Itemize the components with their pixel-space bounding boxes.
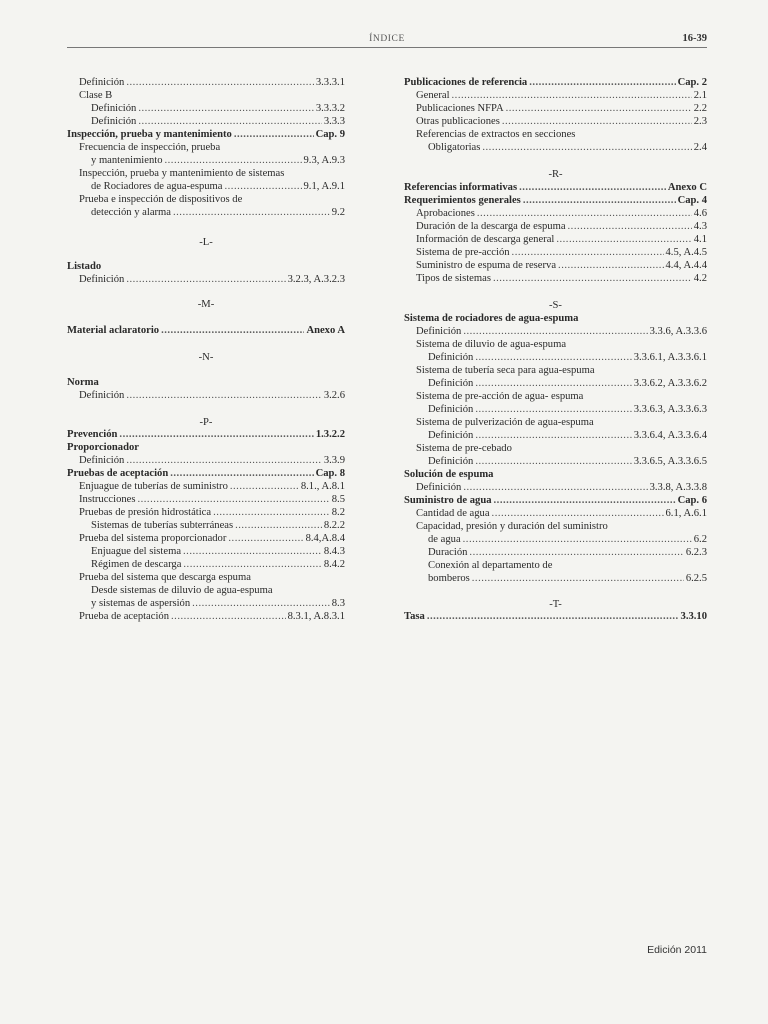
dot-leader [568, 220, 692, 233]
dot-leader [138, 115, 322, 128]
section-letter: -T- [549, 599, 562, 610]
entry-label: Pruebas de aceptación [67, 468, 169, 479]
dot-leader [228, 532, 303, 545]
index-subheading: Clase B [79, 90, 113, 101]
index-entry [67, 506, 345, 519]
entry-reference: 3.2.6 [323, 390, 345, 401]
dot-leader [171, 610, 286, 623]
dot-leader [506, 102, 692, 115]
entry-reference: 3.3.6.1, A.3.3.6.1 [633, 352, 707, 363]
dot-leader [138, 102, 314, 115]
entry-label: Definición [79, 274, 125, 285]
dot-leader [556, 233, 691, 246]
dot-leader [482, 141, 691, 154]
dot-leader [492, 507, 664, 520]
entry-label: Inspección, prueba y mantenimiento [67, 129, 232, 140]
index-entry [67, 115, 345, 128]
index-entry [67, 597, 345, 610]
entry-label: Suministro de espuma de reserva [416, 260, 557, 271]
entry-label: Tasa [404, 611, 425, 622]
entry-reference: 6.2.3 [685, 547, 707, 558]
index-entry [404, 272, 707, 285]
index-entry [404, 455, 707, 468]
index-entry [404, 141, 707, 154]
entry-reference: 9.1, A.9.1 [303, 181, 345, 192]
dot-leader [173, 206, 330, 219]
index-entry [404, 194, 707, 207]
entry-label: Régimen de descarga [91, 559, 182, 570]
dot-leader [558, 259, 663, 272]
index-entry [67, 532, 345, 545]
entry-reference: 3.3.10 [680, 611, 707, 622]
entry-label: Publicaciones de referencia [404, 77, 528, 88]
entry-reference: 4.5, A.4.5 [665, 247, 707, 258]
entry-reference: 6.1, A.6.1 [665, 508, 707, 519]
dot-leader [463, 481, 647, 494]
entry-label: Definición [416, 326, 462, 337]
entry-label: Definición [416, 482, 462, 493]
entry-label: y mantenimiento [91, 155, 163, 166]
entry-label: Definición [91, 103, 137, 114]
index-entry [404, 610, 707, 623]
entry-label: Definición [428, 456, 474, 467]
entry-label: Información de descarga general [416, 234, 555, 245]
dot-leader [137, 493, 329, 506]
entry-reference: 8.4.3 [323, 546, 345, 557]
entry-reference: 3.3.6.4, A.3.3.6.4 [633, 430, 707, 441]
entry-reference: 4.3 [693, 221, 707, 232]
entry-reference: 4.6 [693, 208, 707, 219]
entry-label: Definición [79, 455, 125, 466]
index-entry [67, 128, 345, 141]
dot-leader [469, 546, 683, 559]
entry-label: General [416, 90, 450, 101]
dot-leader [493, 272, 692, 285]
index-entry [404, 494, 707, 507]
entry-reference: 2.2 [693, 103, 707, 114]
index-entry [404, 481, 707, 494]
entry-reference: 9.3, A.9.3 [303, 155, 345, 166]
entry-reference: 3.3.3.2 [315, 103, 345, 114]
entry-reference: 2.4 [693, 142, 707, 153]
index-entry [404, 429, 707, 442]
entry-reference: 8.2 [331, 507, 345, 518]
dot-leader [477, 207, 692, 220]
dot-leader [475, 351, 631, 364]
dot-leader [165, 154, 302, 167]
index-entry [404, 233, 707, 246]
index-entry [404, 403, 707, 416]
dot-leader [126, 454, 322, 467]
dot-leader [235, 519, 322, 532]
entry-reference: 6.2 [693, 534, 707, 545]
index-subheading: Prueba del sistema que descarga espuma [79, 572, 251, 583]
entry-reference: 9.2 [331, 207, 345, 218]
entry-label: de Rociadores de agua-espuma [91, 181, 223, 192]
index-entry [67, 76, 345, 89]
entry-reference: 3.3.6.2, A.3.3.6.2 [633, 378, 707, 389]
entry-label: Suministro de agua [404, 495, 492, 506]
index-subheading: Capacidad, presión y duración del suministro [416, 521, 608, 532]
entry-label: Otras publicaciones [416, 116, 500, 127]
index-entry [67, 180, 345, 193]
dot-leader [170, 467, 313, 480]
index-entry [67, 610, 345, 623]
entry-label: Publicaciones NFPA [416, 103, 504, 114]
dot-leader [519, 181, 666, 194]
dot-leader [119, 428, 313, 441]
entry-label: Referencias informativas [404, 182, 518, 193]
entry-reference: 8.4.2 [323, 559, 345, 570]
index-heading: Proporcionador [67, 442, 139, 453]
entry-label: de agua [428, 534, 461, 545]
entry-reference: 4.1 [693, 234, 707, 245]
entry-reference: 4.2 [693, 273, 707, 284]
dot-leader [126, 273, 285, 286]
dot-leader [230, 480, 299, 493]
entry-label: Duración de la descarga de espuma [416, 221, 566, 232]
entry-reference: 8.5 [331, 494, 345, 505]
dot-leader [502, 115, 692, 128]
entry-reference: 2.1 [693, 90, 707, 101]
index-entry [404, 76, 707, 89]
entry-reference: 8.4,A.8.4 [305, 533, 345, 544]
index-entry [404, 207, 707, 220]
dot-leader [494, 494, 676, 507]
index-subheading: Prueba e inspección de dispositivos de [79, 194, 243, 205]
index-entry [404, 546, 707, 559]
dot-leader [475, 403, 631, 416]
index-heading: Norma [67, 377, 99, 388]
entry-label: Obligatorias [428, 142, 481, 153]
index-entry [404, 115, 707, 128]
index-entry [404, 89, 707, 102]
entry-label: Cantidad de agua [416, 508, 490, 519]
dot-leader [126, 389, 322, 402]
dot-leader [452, 89, 692, 102]
entry-label: Requerimientos generales [404, 195, 521, 206]
dot-leader [183, 545, 322, 558]
entry-reference: 3.3.3 [323, 116, 345, 127]
entry-reference: Anexo A [306, 325, 345, 336]
entry-label: Definición [428, 430, 474, 441]
entry-reference: 8.1., A.8.1 [300, 481, 345, 492]
section-letter: -S- [549, 300, 562, 311]
index-entry [67, 273, 345, 286]
index-entry [67, 389, 345, 402]
index-subheading: Inspección, prueba y mantenimiento de sistemas [79, 168, 285, 179]
entry-label: Definición [79, 77, 125, 88]
entry-reference: 3.2.3, A.3.2.3 [287, 274, 345, 285]
entry-label: Enjuague de tuberías de suministro [79, 481, 228, 492]
index-subheading: Sistema de pulverización de agua-espuma [416, 417, 594, 428]
index-entry [404, 533, 707, 546]
entry-label: Definición [428, 404, 474, 415]
entry-label: Definición [79, 390, 125, 401]
index-entry [404, 351, 707, 364]
entry-reference: 2.3 [693, 116, 707, 127]
entry-label: detección y alarma [91, 207, 171, 218]
index-subheading: Sistema de pre-acción de agua- espuma [416, 391, 584, 402]
section-letter: -L- [199, 237, 213, 248]
index-entry [404, 181, 707, 194]
index-heading: Solución de espuma [404, 469, 494, 480]
entry-label: Definición [428, 352, 474, 363]
dot-leader [427, 610, 679, 623]
index-entry [404, 572, 707, 585]
entry-label: Sistemas de tuberías subterráneas [91, 520, 234, 531]
index-entry [404, 220, 707, 233]
entry-reference: 3.3.6.3, A.3.3.6.3 [633, 404, 707, 415]
entry-reference: 3.3.6.5, A.3.3.6.5 [633, 456, 707, 467]
entry-reference: Cap. 6 [677, 495, 707, 506]
entry-reference: 6.2.5 [685, 573, 707, 584]
dot-leader [183, 558, 321, 571]
dot-leader [475, 429, 631, 442]
index-entry [67, 324, 345, 337]
entry-reference: 1.3.2.2 [315, 429, 345, 440]
index-subheading: Desde sistemas de diluvio de agua-espuma [91, 585, 273, 596]
entry-label: Prueba del sistema proporcionador [79, 533, 227, 544]
dot-leader [161, 324, 304, 337]
index-entry [67, 545, 345, 558]
entry-reference: 3.3.6, A.3.3.6 [649, 326, 707, 337]
edition-footer: Edición 2011 [647, 944, 707, 956]
index-entry [404, 102, 707, 115]
index-subheading: Sistema de tubería seca para agua-espuma [416, 365, 595, 376]
index-subheading: Sistema de diluvio de agua-espuma [416, 339, 567, 350]
section-letter: -R- [548, 169, 563, 180]
dot-leader [529, 76, 675, 89]
index-entry [67, 519, 345, 532]
entry-reference: Cap. 8 [315, 468, 345, 479]
section-letter: -P- [199, 417, 213, 428]
index-entry [404, 325, 707, 338]
dot-leader [475, 455, 631, 468]
header-rule [67, 47, 707, 48]
entry-reference: Cap. 4 [677, 195, 707, 206]
entry-reference: 3.3.3.1 [315, 77, 345, 88]
dot-leader [225, 180, 302, 193]
section-letter: -M- [197, 299, 215, 310]
dot-leader [192, 597, 330, 610]
entry-reference: 8.3.1, A.8.3.1 [287, 611, 345, 622]
index-entry [67, 454, 345, 467]
dot-leader [463, 533, 692, 546]
dot-leader [213, 506, 330, 519]
entry-label: Duración [428, 547, 468, 558]
dot-leader [126, 76, 314, 89]
index-subheading: Sistema de pre-cebado [416, 443, 512, 454]
index-entry [67, 206, 345, 219]
index-entry [67, 467, 345, 480]
entry-label: Material aclaratorio [67, 325, 160, 336]
entry-label: Sistema de pre-acción [416, 247, 510, 258]
entry-label: Instrucciones [79, 494, 136, 505]
dot-leader [475, 377, 631, 390]
dot-leader [523, 194, 676, 207]
index-entry [67, 493, 345, 506]
page-number: 16-39 [682, 33, 707, 44]
entry-label: Enjuague del sistema [91, 546, 182, 557]
index-entry [67, 558, 345, 571]
entry-label: bomberos [428, 573, 470, 584]
index-subheading: Referencias de extractos en secciones [416, 129, 576, 140]
dot-leader [463, 325, 647, 338]
entry-reference: 8.2.2 [323, 520, 345, 531]
index-entry [404, 246, 707, 259]
index-entry [67, 102, 345, 115]
index-heading: Listado [67, 261, 102, 272]
dot-leader [472, 572, 684, 585]
dot-leader [234, 128, 314, 141]
index-entry [404, 377, 707, 390]
index-heading: Sistema de rociadores de agua-espuma [404, 313, 579, 324]
entry-label: Definición [91, 116, 137, 127]
entry-label: Pruebas de presión hidrostática [79, 507, 212, 518]
index-entry [67, 428, 345, 441]
entry-label: Tipos de sistemas [416, 273, 491, 284]
index-subheading: Frecuencia de inspección, prueba [79, 142, 221, 153]
entry-label: Prueba de aceptación [79, 611, 170, 622]
index-entry [404, 259, 707, 272]
dot-leader [512, 246, 664, 259]
entry-label: Definición [428, 378, 474, 389]
entry-label: Aprobaciones [416, 208, 475, 219]
index-entry [67, 154, 345, 167]
entry-reference: 3.3.8, A.3.3.8 [649, 482, 707, 493]
entry-reference: Anexo C [667, 182, 707, 193]
index-subheading: Conexión al departamento de [428, 560, 553, 571]
entry-label: y sistemas de aspersión [91, 598, 191, 609]
entry-reference: Cap. 2 [677, 77, 707, 88]
entry-reference: 8.3 [331, 598, 345, 609]
entry-reference: Cap. 9 [315, 129, 345, 140]
index-entry [404, 507, 707, 520]
section-letter: -N- [198, 352, 214, 363]
header-title: ÍNDICE [369, 34, 405, 44]
index-entry [67, 480, 345, 493]
entry-reference: 4.4, A.4.4 [665, 260, 707, 271]
entry-reference: 3.3.9 [323, 455, 345, 466]
entry-label: Prevención [67, 429, 118, 440]
